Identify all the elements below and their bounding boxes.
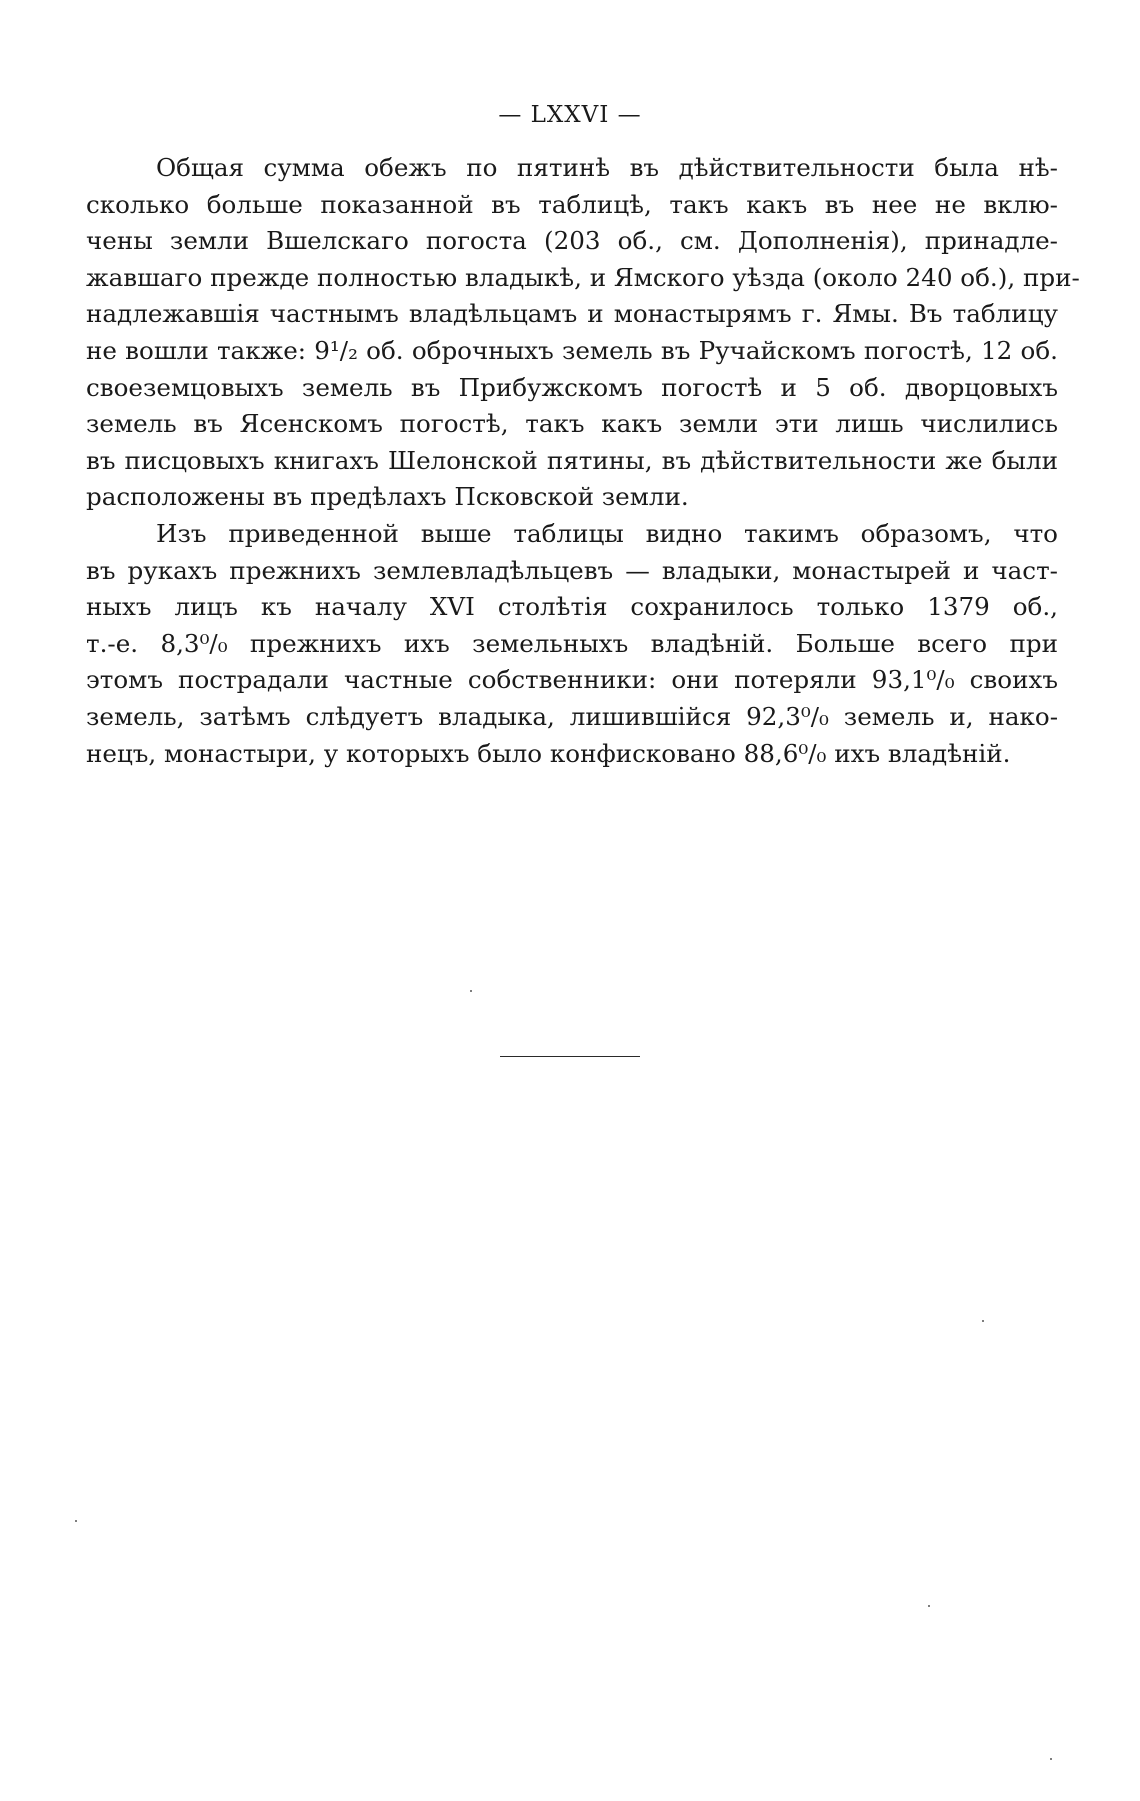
scan-speck — [1050, 1758, 1052, 1760]
text-line: чены земли Вшелскаго погоста (203 об., см. Дополненія), принадле- — [86, 226, 1058, 256]
text-line: ныхъ лицъ къ началу XVI столѣтія сохранилось только 1379 об., — [86, 592, 1058, 622]
scan-speck — [75, 1520, 77, 1522]
scan-speck — [470, 990, 472, 992]
paragraph-2 — [86, 516, 1058, 772]
scan-speck — [928, 1605, 930, 1607]
text-line: Общая сумма обежъ по пятинѣ въ дѣйствительности была нѣ- — [156, 153, 1058, 182]
text-line: расположены въ предѣлахъ Псковской земли. — [86, 482, 689, 512]
section-separator — [500, 1056, 640, 1057]
scan-speck — [982, 1320, 984, 1322]
text-line: нецъ, монастыри, у которыхъ было конфисковано 88,6⁰/₀ ихъ владѣній. — [86, 738, 1011, 768]
text-line: жавшаго прежде полностью владыкѣ, и Ямского уѣзда (около 240 об.), при- — [86, 262, 1080, 292]
text-line: въ рукахъ прежнихъ землевладѣльцевъ — владыки, монастырей и част- — [86, 555, 1058, 585]
text-line: земель, затѣмъ слѣдуетъ владыка, лишившійся 92,3⁰/₀ земель и, нако- — [86, 701, 1058, 731]
text-line: т.-е. 8,3⁰/₀ прежнихъ ихъ земельныхъ владѣній. Больше всего при — [86, 628, 1058, 658]
text-line: не вошли также: 9¹/₂ об. оброчныхъ земель въ Ручайскомъ погостѣ, 12 об. — [86, 335, 1058, 365]
text-line: сколько больше показанной въ таблицѣ, такъ какъ въ нее не вклю- — [86, 189, 1058, 219]
body-text — [86, 150, 1080, 772]
text-line: этомъ пострадали частные собственники: они потеряли 93,1⁰/₀ своихъ — [86, 665, 1058, 695]
text-line: надлежавшія частнымъ владѣльцамъ и монастырямъ г. Ямы. Въ таблицу — [86, 299, 1058, 329]
page-number: — LXXVI — — [498, 102, 642, 128]
text-line: своеземцовыхъ земель въ Прибужскомъ погостѣ и 5 об. дворцовыхъ — [86, 372, 1058, 402]
text-line: Изъ приведенной выше таблицы видно такимъ образомъ, что — [156, 518, 1058, 548]
text-line: въ писцовыхъ книгахъ Шелонской пятины, въ дѣйствительности же были — [86, 445, 1058, 475]
paragraph-1 — [86, 150, 1080, 516]
text-line: земель въ Ясенскомъ погостѣ, такъ какъ земли эти лишь числились — [86, 409, 1058, 439]
